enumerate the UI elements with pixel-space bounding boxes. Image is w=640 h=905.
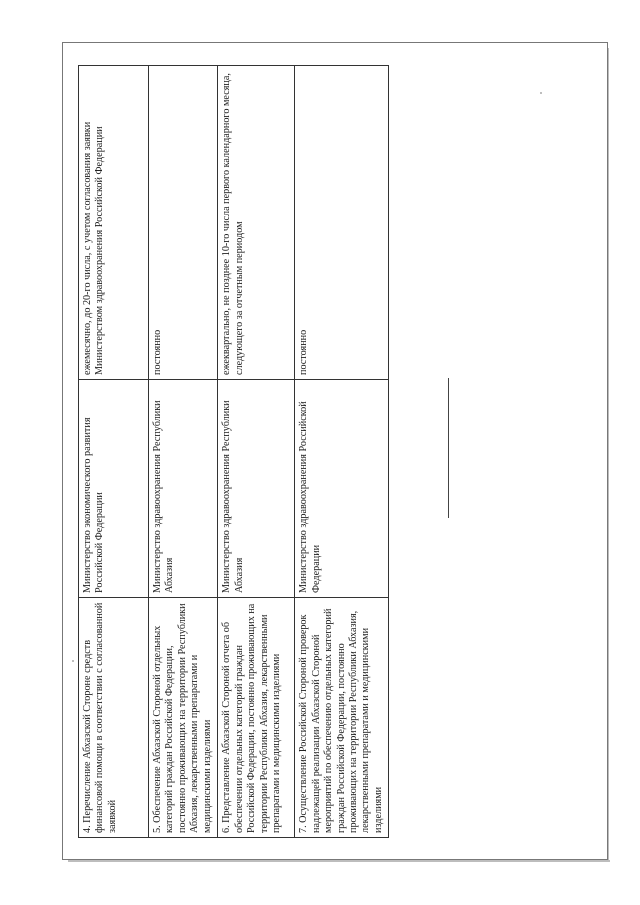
table-row (295, 66, 389, 838)
deadline-cell: постоянно (295, 66, 389, 380)
task-cell: 7. Осуществление Российской Стороной проверок надлежащей реализации Абхазской Стороной мероприятий по обеспечению отдельных категорий граждан Российской Федерации, постоянно проживающих на территории Республики Абхазия, лекарственными препаратами и медицинскими изделиями (295, 598, 389, 838)
table-row (79, 66, 149, 838)
responsible-cell: Министерство здравоохранения Республики Абхазия (218, 380, 295, 598)
task-cell: 4. Перечисление Абхазской Стороне средств финансовой помощи в соответствии с согласованной заявкой (79, 598, 149, 838)
measures-table (78, 65, 389, 838)
task-cell: 6. Представление Абхазской Стороной отчета об обеспечении отдельных категорий граждан Российской Федерации, постоянно проживающих на территории Республики Абхазия, лекарственными препаратами и медицинскими изделиями (218, 598, 295, 838)
task-cell: 5. Обеспечение Абхазской Стороной отдельных категорий граждан Российской Федерации, постоянно проживающих на территории Республики Абхазия, лекарственными препаратами и медицинскими изделиями (149, 598, 218, 838)
responsible-cell: Министерство экономического развития Российской Федерации (79, 380, 149, 598)
deadline-cell: ежемесячно, до 20-го числа, с учетом согласования заявки Министерством здравоохранения Российской Федерации (79, 66, 149, 380)
deadline-cell: ежеквартально, не позднее 10-го числа первого календарного месяца, следующего за отчетным периодом (218, 66, 295, 380)
rotated-table-container (78, 66, 384, 838)
scan-speck (72, 660, 74, 662)
scan-speck (540, 92, 542, 94)
responsible-cell: Министерство здравоохранения Российской Федерации (295, 380, 389, 598)
page-shadow-bottom (68, 860, 610, 862)
table-row (149, 66, 218, 838)
table-row (218, 66, 295, 838)
deadline-cell: постоянно (149, 66, 218, 380)
signature-line (448, 378, 449, 518)
responsible-cell: Министерство здравоохранения Республики Абхазия (149, 380, 218, 598)
